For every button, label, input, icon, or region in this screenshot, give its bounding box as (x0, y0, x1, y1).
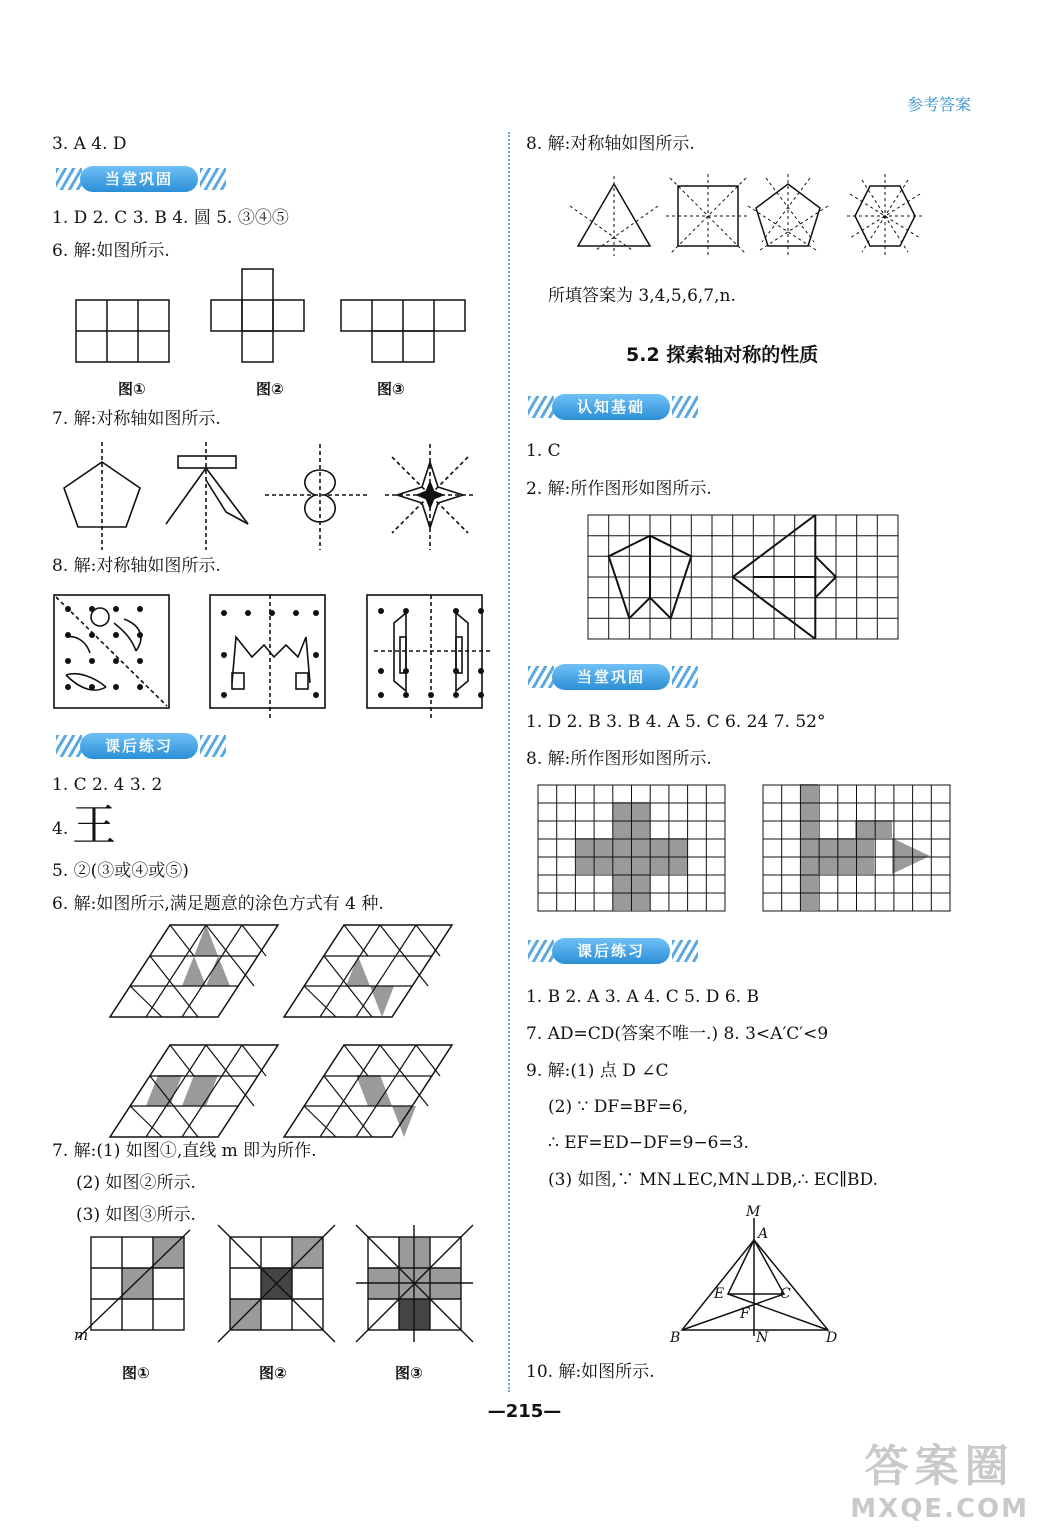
watermark-url: MXQE.COM (850, 1494, 1029, 1524)
answer-r7-8: 7. AD=CD(答案不唯一.) 8. 3<A′C′<9 (526, 1024, 829, 1044)
regular-polygons-axes-figure (570, 178, 980, 258)
answer-r1-6: 1. B 2. A 3. A 4. C 5. D 6. B (526, 987, 759, 1007)
line-m-label: m (74, 1326, 89, 1344)
caption-b-fig1: 图① (122, 1364, 150, 1382)
banner-stripes-icon (528, 940, 554, 962)
shaded-cross-figures (538, 784, 958, 918)
label-E: E (714, 1286, 725, 1302)
answer-5: 5. ②(③或④或⑤) (52, 861, 189, 881)
triangle-grids-figure (110, 925, 490, 1135)
caption-b-fig3: 图③ (395, 1364, 423, 1382)
answer-4-glyph: 王 (72, 800, 116, 851)
answer-r9-1: 9. 解:(1) 点 D ∠C (526, 1061, 669, 1081)
answer-3-4: 3. A 4. D (52, 134, 127, 154)
label-N: N (756, 1330, 769, 1346)
page-number: —215— (487, 1401, 562, 1422)
answer-6: 6. 解:如图所示. (52, 241, 170, 261)
label-F: F (740, 1306, 750, 1322)
banner-stripes-icon (672, 666, 698, 688)
dot-grid-figures (54, 595, 494, 720)
column-divider (508, 132, 510, 1392)
answer-6b: 6. 解:如图所示,满足题意的涂色方式有 4 种. (52, 894, 384, 914)
header-title: 参考答案 (906, 95, 971, 114)
cube-nets-figure (76, 268, 496, 368)
reflection-grid-figure (588, 514, 904, 642)
caption-fig3: 图③ (377, 380, 405, 398)
answer-r1-7: 1. D 2. B 3. B 4. A 5. C 6. 24 7. 52° (526, 712, 826, 732)
answer-r8: 8. 解:对称轴如图所示. (526, 134, 695, 154)
answer-r9-2: (2) ∵ DF=BF=6, (548, 1097, 689, 1117)
answer-8: 8. 解:对称轴如图所示. (52, 556, 221, 576)
answer-7b-2: (2) 如图②所示. (76, 1173, 196, 1193)
caption-b-fig2: 图② (259, 1364, 287, 1382)
answer-7b-3: (3) 如图③所示. (76, 1205, 196, 1225)
triangle-mn-figure (668, 1206, 848, 1346)
banner-kehou-right (528, 938, 698, 964)
answer-r9-3: ∴ EF=ED−DF=9−6=3. (548, 1133, 749, 1153)
banner-label: 当堂巩固 (552, 664, 670, 690)
fill-answer: 所填答案为 3,4,5,6,7,n. (548, 286, 736, 306)
answer-r10: 10. 解:如图所示. (526, 1362, 655, 1382)
banner-stripes-icon (200, 735, 226, 757)
label-B: B (670, 1330, 681, 1346)
answer-4-label: 4. (52, 819, 69, 839)
answer-r9-4: (3) 如图,∵ MN⊥EC,MN⊥DB,∴ EC∥BD. (548, 1170, 878, 1190)
label-A: A (758, 1226, 769, 1242)
label-C: C (780, 1286, 791, 1302)
banner-label: 当堂巩固 (80, 166, 198, 192)
banner-label: 课后练习 (80, 733, 198, 759)
banner-stripes-icon (200, 168, 226, 190)
label-M: M (746, 1204, 761, 1220)
banner-dangtang-left (56, 166, 226, 192)
banner-dangtang-right (528, 664, 698, 690)
answer-7b-1: 7. 解:(1) 如图①,直线 m 即为所作. (52, 1141, 317, 1161)
answer-7: 7. 解:对称轴如图所示. (52, 409, 221, 429)
watermark-logo: 答案圈 (864, 1441, 1015, 1492)
banner-label: 认知基础 (552, 394, 670, 420)
banner-kehou-left (56, 733, 226, 759)
banner-label: 课后练习 (552, 938, 670, 964)
label-D: D (826, 1330, 838, 1346)
caption-fig2: 图② (256, 380, 284, 398)
section-title: 5.2 探索轴对称的性质 (626, 344, 819, 366)
answer-1-5: 1. D 2. C 3. B 4. 圆 5. ③④⑤ (52, 208, 289, 228)
answer-r1: 1. C (526, 441, 561, 461)
answer-r8b: 8. 解:所作图形如图所示. (526, 749, 712, 769)
answer-1-3: 1. C 2. 4 3. 2 (52, 775, 163, 795)
watermark (850, 1430, 1029, 1524)
banner-stripes-icon (56, 735, 82, 757)
banner-stripes-icon (56, 168, 82, 190)
answer-r2: 2. 解:所作图形如图所示. (526, 479, 712, 499)
banner-stripes-icon (672, 396, 698, 418)
banner-renzhi-right (528, 394, 698, 420)
banner-stripes-icon (672, 940, 698, 962)
shaded-grids-figure (78, 1236, 488, 1346)
caption-fig1: 图① (118, 380, 146, 398)
symmetry-axes-figure (60, 440, 480, 555)
banner-stripes-icon (528, 396, 554, 418)
banner-stripes-icon (528, 666, 554, 688)
